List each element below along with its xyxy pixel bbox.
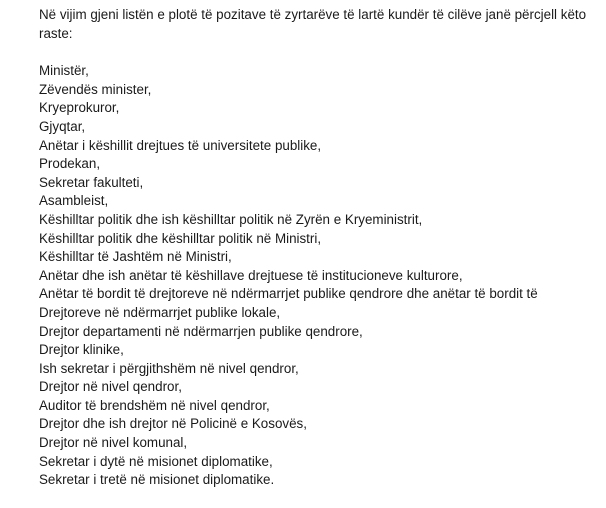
intro-paragraph: Në vijim gjeni listën e plotë të pozitave të zyrtarëve të lartë kundër të cilëve janë përcjell këto raste: (39, 7, 587, 41)
list-item: Drejtor dhe ish drejtor në Policinë e Kosovës, (39, 416, 307, 432)
document-body (39, 6, 599, 490)
positions-list (39, 62, 599, 490)
list-item: Drejtor klinike, (39, 342, 124, 358)
list-item: Ish sekretar i përgjithshëm në nivel qendror, (39, 360, 299, 376)
list-item: Drejtor departamenti në ndërmarrjen publike qendrore, (39, 323, 363, 339)
list-item: Sekretar i tretë në misionet diplomatike. (39, 472, 275, 488)
list-item: Sekretar fakulteti, (39, 174, 144, 190)
list-item: Asambleist, (39, 193, 109, 209)
list-item: Këshilltar politik dhe këshilltar politik në Ministri, (39, 230, 322, 246)
list-item: Anëtar dhe ish anëtar të këshillave drejtuese të institucioneve kulturore, (39, 267, 463, 283)
paragraph-spacer (39, 43, 599, 62)
list-item: Zëvendës minister, (39, 81, 152, 97)
list-item: Kryeprokuror, (39, 100, 120, 116)
list-item: Auditor të brendshëm në nivel qendror, (39, 397, 270, 413)
list-item: Anëtar të bordit të drejtoreve në ndërmarrjet publike qendrore dhe anëtar të bordit të Drejtoreve në ndërmarrjet publike lokale, (39, 286, 538, 320)
list-item: Anëtar i këshillit drejtues të universitete publike, (39, 137, 322, 153)
list-item: Këshilltar politik dhe ish këshilltar politik në Zyrën e Kryeministrit, (39, 211, 423, 227)
list-item: Prodekan, (39, 156, 101, 172)
list-item: Ministër, (39, 63, 89, 79)
list-item: Sekretar i dytë në misionet diplomatike, (39, 453, 273, 469)
list-item: Këshilltar të Jashtëm në Ministri, (39, 249, 232, 265)
list-item: Drejtor në nivel komunal, (39, 435, 188, 451)
list-item: Drejtor në nivel qendror, (39, 379, 182, 395)
list-item: Gjyqtar, (39, 118, 86, 134)
